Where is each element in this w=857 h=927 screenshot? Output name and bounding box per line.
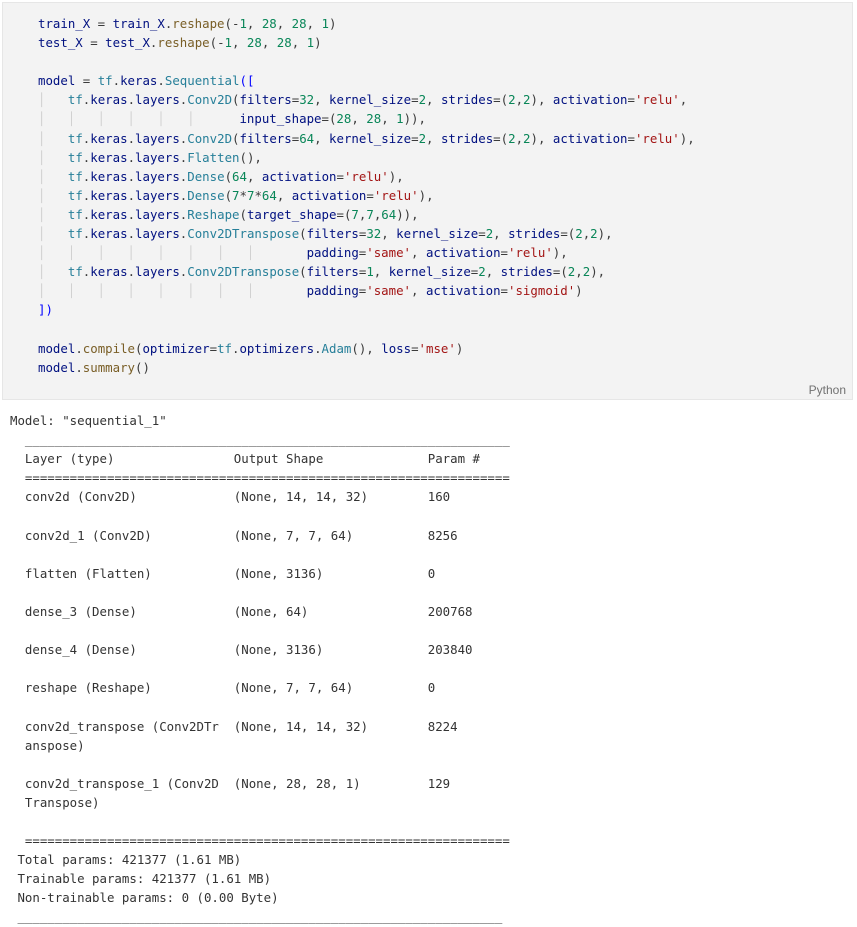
total-params: Total params: 421377 (1.61 MB) <box>10 852 242 868</box>
code-line-8: │ tf.keras.layers.Flatten(), <box>38 149 262 165</box>
summary-header: Layer (type) Output Shape Param # <box>10 451 503 467</box>
layer-row: reshape (Reshape) (None, 7, 7, 64) 0 <box>10 680 503 696</box>
summary-rule-top: _________________________________________________________________ <box>10 432 510 448</box>
code-line-11: │ tf.keras.layers.Reshape(target_shape=(7,7,64)), <box>38 206 419 222</box>
code-line-7: │ tf.keras.layers.Conv2D(filters=64, kernel_size=2, strides=(2,2), activation='relu'), <box>38 130 695 146</box>
layer-row: dense_3 (Dense) (None, 64) 200768 <box>10 603 503 619</box>
code-line-5: │ tf.keras.layers.Conv2D(filters=32, kernel_size=2, strides=(2,2), activation='relu', <box>38 92 688 108</box>
code-line-6: │ │ │ │ │ │ input_shape=(28, 28, 1)), <box>38 111 426 127</box>
layer-row: conv2d_transpose_1 (Conv2D (None, 28, 28, 1) 129 Transpose) <box>24 775 451 810</box>
code-line-10: │ tf.keras.layers.Dense(7*7*64, activation='relu'), <box>38 187 434 203</box>
code-line-15: │ │ │ │ │ │ │ │ padding='same', activation='sigmoid') <box>38 283 583 299</box>
code-line-12: │ tf.keras.layers.Conv2DTranspose(filters=32, kernel_size=2, strides=(2,2), <box>38 226 613 242</box>
layer-row: conv2d_transpose (Conv2DTr (None, 14, 14, 32) 8224 anspose) <box>24 718 458 753</box>
code-line-18: model.compile(optimizer=tf.optimizers.Adam(), loss='mse') <box>38 340 464 356</box>
summary-rule-double-bottom: ================================================================= <box>10 833 510 849</box>
code-line-1: train_X = train_X.reshape(-1, 28, 28, 1) <box>38 16 337 31</box>
code-line-4: model = tf.keras.Sequential([ <box>38 73 255 89</box>
cell-language-label[interactable]: Python <box>808 383 846 397</box>
code-line-13: │ │ │ │ │ │ │ │ padding='same', activation='relu'), <box>38 245 568 261</box>
code-line-14: │ tf.keras.layers.Conv2DTranspose(filters=1, kernel_size=2, strides=(2,2), <box>38 264 606 280</box>
code-editor[interactable] <box>38 14 695 377</box>
layer-row: flatten (Flatten) (None, 3136) 0 <box>10 565 503 581</box>
code-line-19: model.summary() <box>38 359 150 375</box>
cell-output <box>10 411 510 927</box>
summary-rule-bottom: _________________________________________________________________ <box>10 909 503 925</box>
layer-row: dense_4 (Dense) (None, 3136) 203840 <box>10 642 503 658</box>
code-line-2: test_X = test_X.reshape(-1, 28, 28, 1) <box>38 35 322 51</box>
code-line-9: │ tf.keras.layers.Dense(64, activation='relu'), <box>38 168 404 184</box>
layer-row: conv2d_1 (Conv2D) (None, 7, 7, 64) 8256 <box>10 527 503 543</box>
trainable-params: Trainable params: 421377 (1.61 MB) <box>10 871 272 887</box>
model-name-line: Model: "sequential_1" <box>10 413 167 428</box>
non-trainable-params: Non-trainable params: 0 (0.00 Byte) <box>10 890 279 906</box>
code-cell[interactable] <box>2 2 853 400</box>
summary-rule-double: ================================================================= <box>10 470 510 486</box>
code-line-16: ]) <box>38 302 53 318</box>
layer-row: conv2d (Conv2D) (None, 14, 14, 32) 160 <box>10 489 503 505</box>
